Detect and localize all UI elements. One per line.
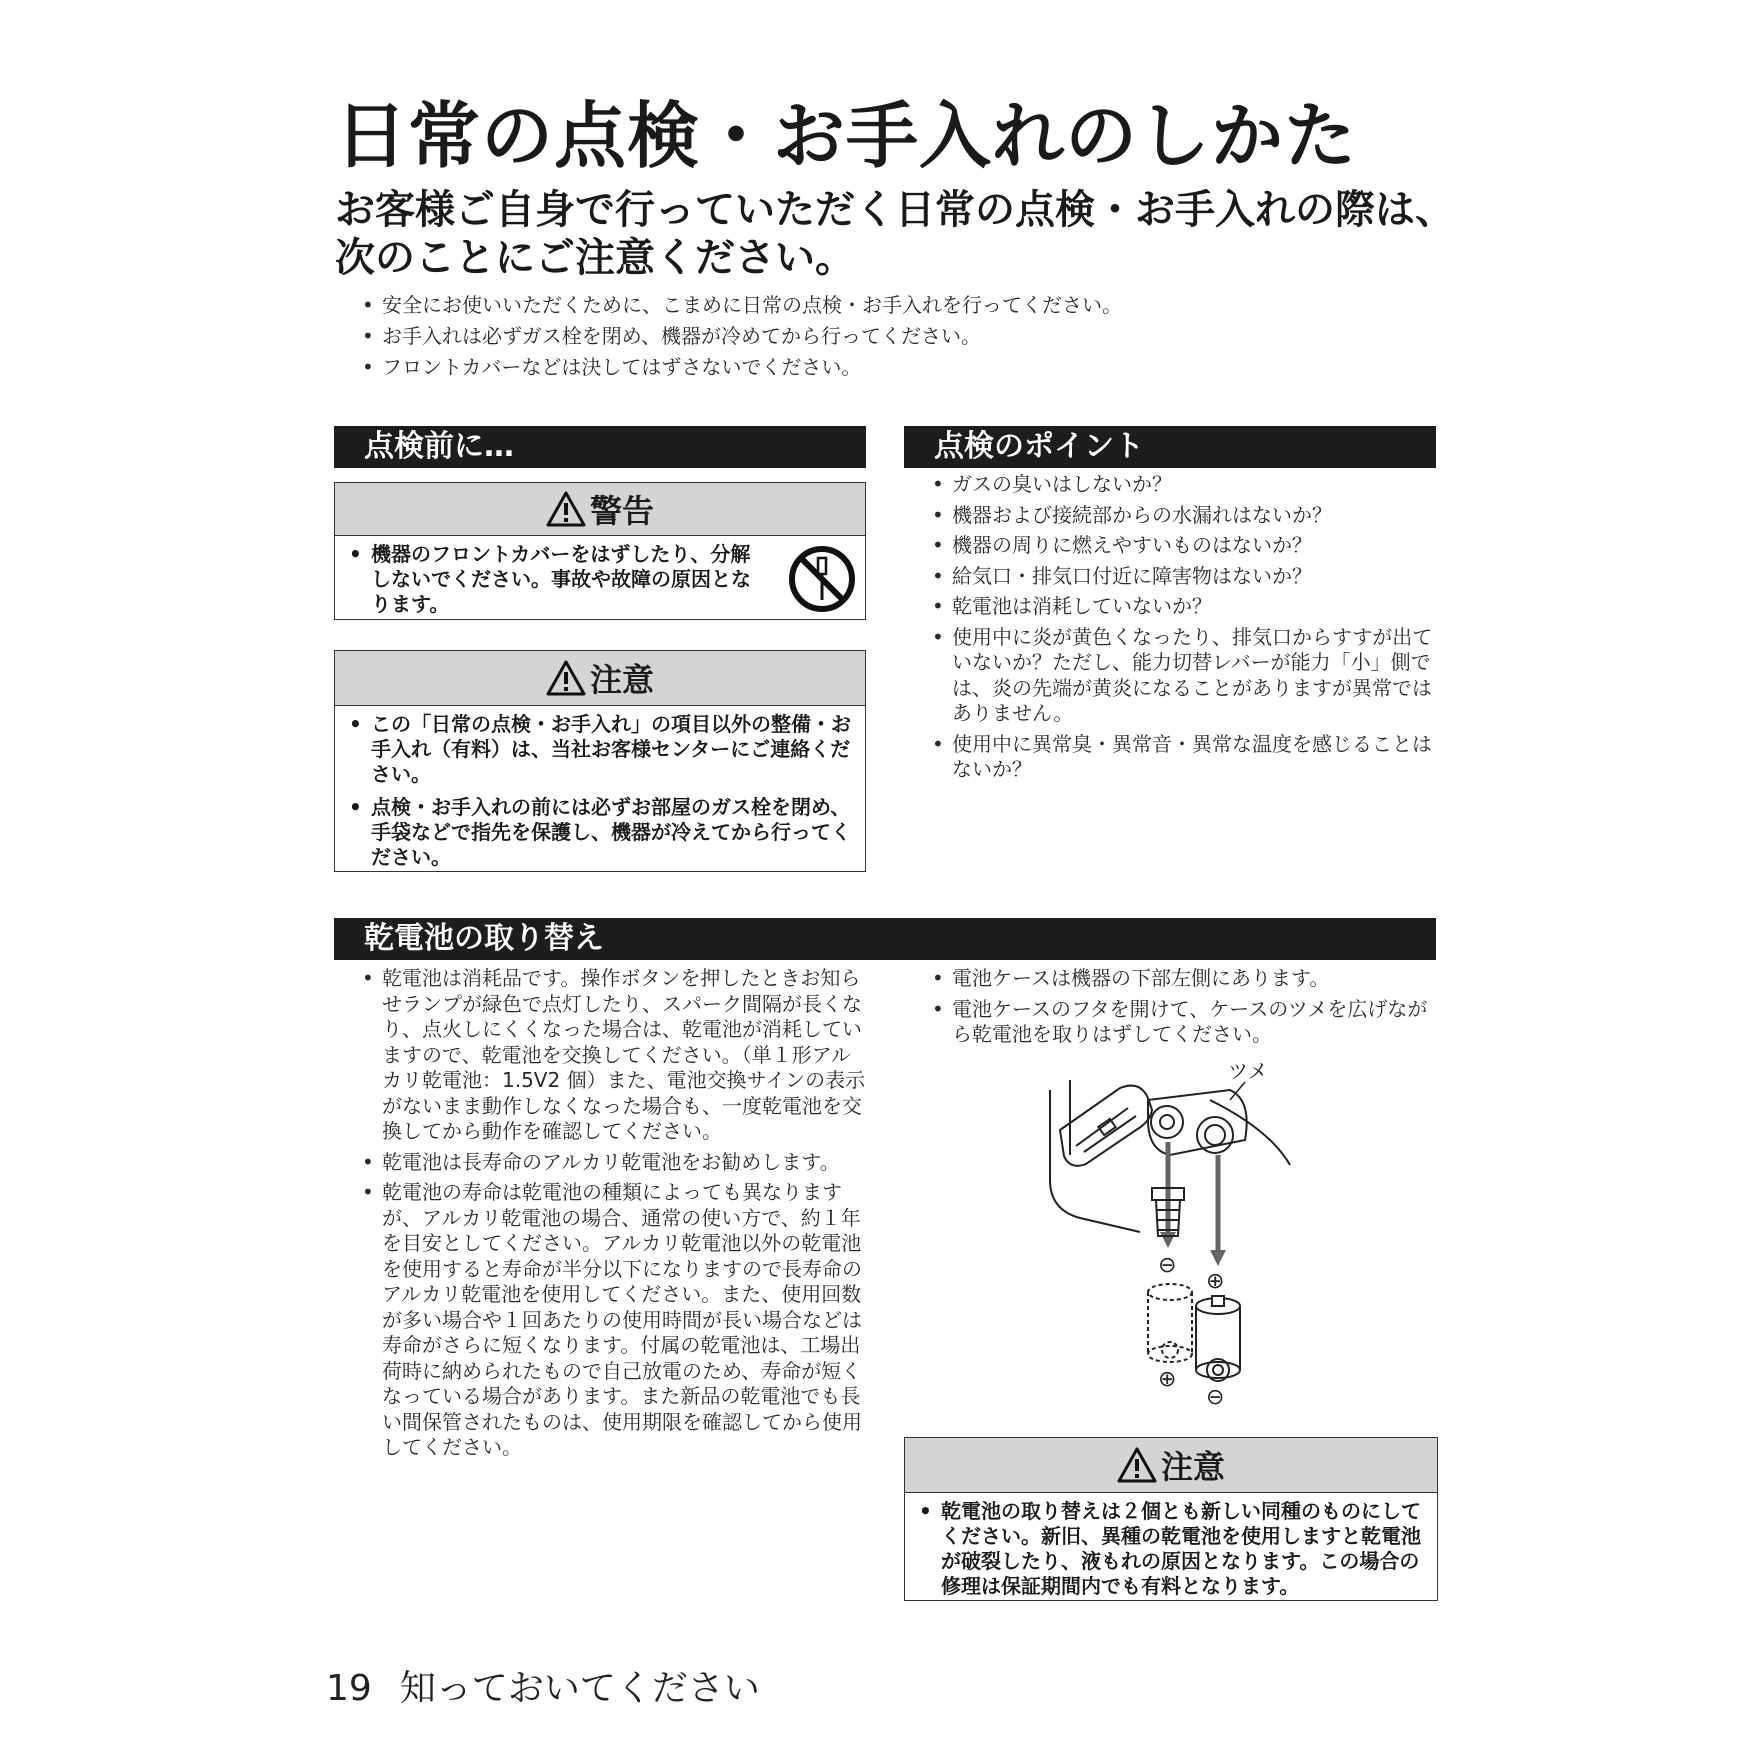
caution-header — [335, 651, 865, 706]
list-item: • 機器のフロントカバーをはずしたり、分解しないでください。事故や故障の原因となります。 — [349, 542, 765, 617]
list-item: • お手入れは必ずガス栓を閉め、機器が冷めてから行ってください。 — [362, 321, 1262, 352]
page-subtitle: お客様ご自身で行っていただく日常の点検・お手入れの際は、次のことにご注意ください。 — [335, 187, 1455, 281]
tsume-label: ツメ — [1228, 1060, 1268, 1083]
warning-triangle-icon — [546, 491, 586, 527]
list-item: • 使用中に炎が黄色くなったり、排気口からすすが出ていないか？ただし、能力切替レバーが能力「小」側では、炎の先端が黄炎になることがありますが異常ではありません。 — [932, 625, 1434, 727]
warning-label: 警告 — [589, 492, 654, 530]
list-item: • 乾電池は消耗していないか？ — [932, 594, 1434, 620]
minus-symbol: ⊖ — [1206, 1385, 1225, 1410]
warning-triangle-icon — [1117, 1447, 1157, 1483]
list-item: • 機器および接続部からの水漏れはないか？ — [932, 503, 1434, 529]
page-title: 日常の点検・お手入れのしかた — [335, 94, 1358, 178]
caution-body — [335, 706, 865, 878]
check-points-list — [932, 472, 1434, 788]
caution-box-battery — [904, 1437, 1438, 1601]
list-item: • 使用中に異常臭・異常音・異常な温度を感じることはないか？ — [932, 732, 1434, 783]
list-item: • この「日常の点検・お手入れ」の項目以外の整備・お手入れ（有料）は、当社お客様センターにご連絡ください。 — [349, 712, 853, 787]
list-item: • 安全にお使いいただくために、こまめに日常の点検・お手入れを行ってください。 — [362, 290, 1262, 321]
caution-header — [905, 1438, 1437, 1493]
list-item: • フロントカバーなどは決してはずさないでください。 — [362, 352, 1262, 383]
warning-header — [335, 483, 865, 536]
caution-body — [905, 1493, 1437, 1607]
caution-label: 注意 — [1160, 1448, 1225, 1486]
list-item: • 機器の周りに燃えやすいものはないか？ — [932, 533, 1434, 559]
battery-replacement-diagram — [1040, 1060, 1310, 1420]
list-item: • 乾電池は長寿命のアルカリ乾電池をお勧めします。 — [362, 1150, 868, 1176]
section-heading-before-check: 点検前に… — [334, 426, 866, 468]
minus-symbol: ⊖ — [1158, 1253, 1177, 1278]
battery-left-list — [362, 966, 868, 1466]
page-footer — [326, 1660, 788, 1711]
page-number: 19 — [326, 1668, 372, 1709]
no-disassembly-icon — [787, 544, 857, 614]
list-item: • 乾電池の寿命は乾電池の種類によっても異なりますが、アルカリ乾電池の場合、通常の使い方で、約１年を目安としてください。アルカリ乾電池以外の乾電池を使用すると寿命が半分以下になりますので長寿命のアルカリ乾電池を使用してください。また、使用回数が多い場合や１回あたりの使用時間が長い場合などは寿命がさらに短くなります。付属の乾電池は、工場出荷時に納められたもので自己放電のため、寿命が短くなっている場合があります。また新品の乾電池でも長い間保管されたものは、使用期限を確認してから使用してください。 — [362, 1180, 868, 1461]
list-item: • ガスの臭いはしないか？ — [932, 472, 1434, 498]
list-item: • 乾電池の取り替えは２個とも新しい同種のものにしてください。新旧、異種の乾電池を使用しますと乾電池が破裂したり、液もれの原因となります。この場合の修理は保証期間内でも有料となります。 — [919, 1499, 1425, 1599]
intro-list — [362, 290, 1262, 383]
warning-body — [335, 536, 865, 625]
caution-box-before-check — [334, 650, 866, 872]
section-heading-battery: 乾電池の取り替え — [334, 918, 1436, 960]
warning-triangle-icon — [546, 660, 586, 696]
list-item: • 乾電池は消耗品です。操作ボタンを押したときお知らせランプが緑色で点灯したり、スパーク間隔が長くなり、点火しにくくなった場合は、乾電池が消耗していますので、乾電池を交換してください。（単１形アルカリ乾電池：1.5V2 個）また、電池交換サインの表示がないまま動作しなくなった場合も、一度乾電池を交換してから動作を確認してください。 — [362, 966, 868, 1145]
caution-label: 注意 — [589, 661, 654, 699]
list-item: • 電池ケースは機器の下部左側にあります。 — [932, 966, 1434, 992]
section-heading-check-points: 点検のポイント — [904, 426, 1436, 468]
plus-symbol: ⊕ — [1206, 1269, 1225, 1294]
footer-section-title: 知っておいてください — [399, 1668, 760, 1709]
list-item: • 点検・お手入れの前には必ずお部屋のガス栓を閉め、手袋などで指先を保護し、機器が冷えてから行ってください。 — [349, 795, 853, 870]
plus-symbol: ⊕ — [1158, 1367, 1177, 1392]
warning-box — [334, 482, 866, 620]
battery-right-list — [932, 966, 1434, 1053]
list-item: • 給気口・排気口付近に障害物はないか？ — [932, 564, 1434, 590]
list-item: • 電池ケースのフタを開けて、ケースのツメを広げながら乾電池を取りはずしてください。 — [932, 997, 1434, 1048]
